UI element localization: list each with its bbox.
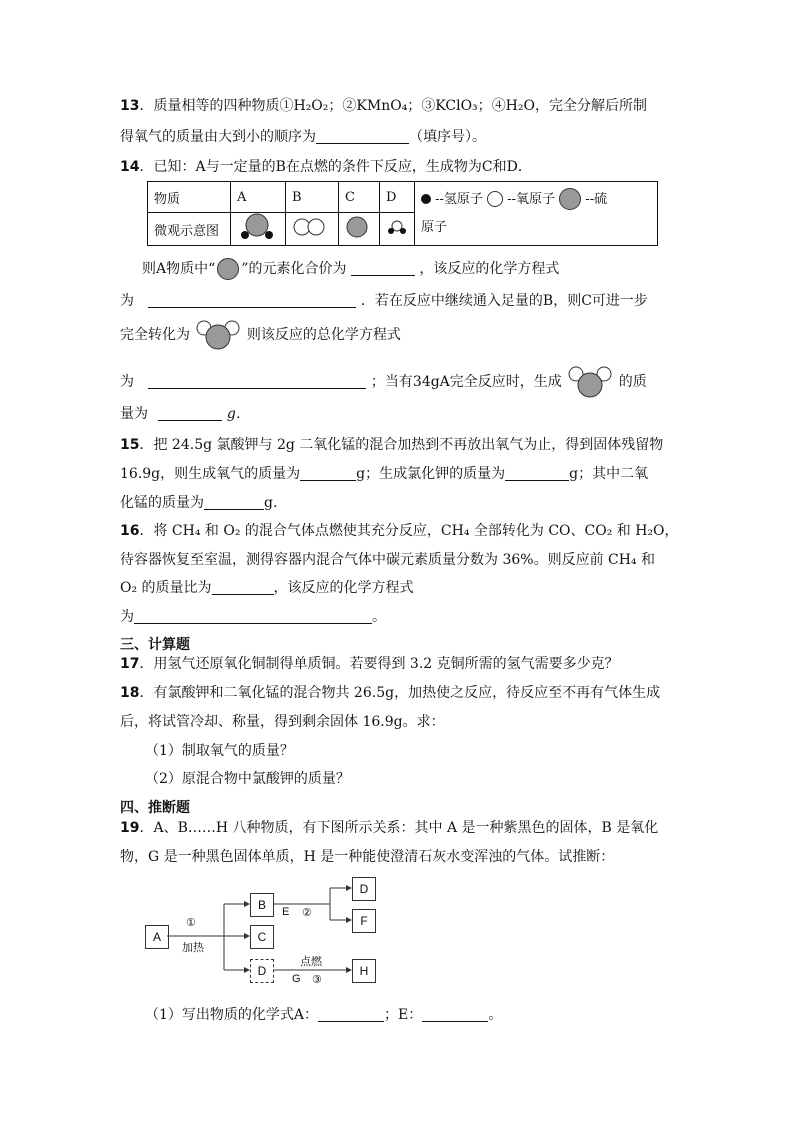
q16-line1 bbox=[120, 520, 679, 540]
node-d-top: D bbox=[352, 877, 376, 901]
q16-l4-a: 为 bbox=[120, 609, 134, 625]
node-a: A bbox=[145, 925, 169, 949]
section-3-heading: 三、计算题 bbox=[120, 637, 190, 653]
legend-oxygen: --氧原子 bbox=[507, 191, 556, 207]
q14-l5-a: 量为 bbox=[120, 406, 148, 422]
equation-blank-2[interactable] bbox=[148, 374, 366, 389]
q16-line3 bbox=[120, 577, 414, 597]
legend-sulfur: --硫 bbox=[585, 191, 608, 207]
q19-l1: ．A、B……H 八种物质，有下图所示关系：其中 A 是一种紫黑色的固体，B 是氧化 bbox=[139, 820, 659, 836]
reagent-g-label: G bbox=[292, 973, 301, 985]
heat-label: 加热 bbox=[182, 942, 204, 954]
q16-l3-b: ，该反应的化学方程式 bbox=[273, 580, 414, 596]
q15-line1 bbox=[120, 434, 663, 454]
step-1-label: ① bbox=[186, 917, 196, 929]
q16-line4 bbox=[120, 606, 386, 626]
q13-text-d: （填序号）。 bbox=[409, 129, 486, 145]
node-b: B bbox=[250, 893, 274, 917]
q16-l4-b: 。 bbox=[372, 609, 386, 625]
q14-line4 bbox=[120, 365, 647, 399]
q14-l4-a: 为 bbox=[120, 374, 134, 390]
q17-text: ．用氢气还原氧化铜制得单质铜。若要得到 3.2 克铜所需的氢气需要多少克？ bbox=[139, 656, 619, 672]
q16-l2: 待容器恢复至室温，测得容器内混合气体中碳元素质量分数为 36%。则反应前 CH₄ 和 bbox=[120, 552, 655, 568]
q15-l3-a: 化锰的质量为 bbox=[120, 495, 204, 511]
legend-sulfur-2: 原子 bbox=[421, 219, 448, 235]
q14-l1-a: 则A物质中“ bbox=[142, 261, 216, 277]
node-d: D bbox=[250, 959, 274, 983]
molecule-d-icon bbox=[380, 213, 415, 246]
reaction-flow-diagram bbox=[140, 876, 400, 986]
so2-molecule-icon bbox=[566, 365, 614, 399]
q15-l2-c: g；其中二氧 bbox=[569, 466, 649, 482]
ignite-label: 点燃 bbox=[300, 956, 322, 968]
q19-number: 19 bbox=[120, 820, 140, 836]
legend-hydrogen: --氢原子 bbox=[435, 191, 483, 207]
q13-answer-blank[interactable] bbox=[316, 129, 409, 144]
q15-line3 bbox=[120, 492, 277, 512]
oxygen-atom-icon bbox=[487, 191, 503, 207]
molecule-c-icon bbox=[339, 213, 380, 246]
q19-s1-b: ；E： bbox=[384, 1007, 423, 1023]
q13-item-4: ④H₂O， bbox=[491, 98, 549, 114]
mass-blank[interactable] bbox=[158, 406, 222, 421]
atom-legend bbox=[415, 182, 658, 246]
q16-l3-a: O₂ 的质量比为 bbox=[120, 580, 212, 596]
step-2-label: ② bbox=[302, 907, 312, 919]
formula-a-blank[interactable] bbox=[318, 1007, 384, 1022]
mass-ratio-blank[interactable] bbox=[212, 580, 274, 595]
q18-sub1: （1）制取氧气的质量？ bbox=[145, 743, 294, 759]
q14-line2 bbox=[120, 290, 648, 310]
node-h: H bbox=[352, 959, 376, 983]
equation-blank-1[interactable] bbox=[148, 293, 356, 308]
so2-molecule-icon bbox=[194, 319, 242, 351]
q18-line1 bbox=[120, 682, 660, 702]
q15-number: 15 bbox=[120, 437, 140, 453]
q18-number: 18 bbox=[120, 685, 140, 701]
table-header-d: D bbox=[380, 182, 415, 213]
hydrogen-atom-icon bbox=[421, 194, 431, 204]
q18-sub2: （2）原混合物中氯酸钾的质量？ bbox=[145, 771, 350, 787]
formula-e-blank[interactable] bbox=[422, 1007, 488, 1022]
molecule-a-icon bbox=[231, 213, 286, 246]
q19-s1-c: 。 bbox=[488, 1007, 503, 1023]
oxygen-mass-blank[interactable] bbox=[300, 466, 356, 481]
table-header-b: B bbox=[286, 182, 339, 213]
q13-item-2: ②KMnO₄； bbox=[342, 98, 422, 114]
q13-text-c: 得氧气的质量由大到小的顺序为 bbox=[120, 129, 316, 145]
q14-l2-b: ．若在反应中继续通入足量的B，则C可进一步 bbox=[360, 293, 648, 309]
sulfur-atom-icon bbox=[217, 258, 239, 280]
equation-blank-3[interactable] bbox=[134, 609, 372, 624]
q14-l1-c: ，该反应的化学方程式 bbox=[419, 261, 560, 277]
q13-text-b: 完全分解后所制 bbox=[549, 98, 647, 114]
q14-line1 bbox=[142, 258, 559, 280]
q14-l3-b: 则该反应的总化学方程式 bbox=[246, 327, 401, 343]
q18-l1: ．有氯酸钾和二氧化锰的混合物共 26.5g，加热使之反应，待反应至不再有气体生成 bbox=[139, 685, 661, 701]
q19-s1-a: （1）写出物质的化学式A： bbox=[145, 1007, 319, 1023]
q19-line1 bbox=[120, 817, 658, 837]
q14-number: 14 bbox=[120, 159, 140, 175]
node-f: F bbox=[352, 909, 376, 933]
q13-line2 bbox=[120, 126, 486, 146]
q16-l1: ．将 CH₄ 和 O₂ 的混合气体点燃使其充分反应，CH₄ 全部转化为 CO、CO₂ 和 H₂O， bbox=[139, 523, 679, 539]
q13-text: ．质量相等的四种物质 bbox=[139, 98, 280, 114]
reagent-e-label: E bbox=[282, 906, 290, 918]
q18-line2 bbox=[120, 711, 445, 731]
q13-number: 13 bbox=[120, 98, 140, 114]
q15-line2 bbox=[120, 463, 648, 483]
q14-intro-text: ．已知：A与一定量的B在点燃的条件下反应，生成物为C和D． bbox=[139, 159, 532, 175]
sulfur-atom-icon bbox=[559, 188, 581, 210]
q15-l3-b: g. bbox=[264, 495, 278, 511]
q13-item-3: ③KClO₃； bbox=[421, 98, 492, 114]
q15-l2-a: 16.9g，则生成氧气的质量为 bbox=[120, 466, 301, 482]
mno2-mass-blank[interactable] bbox=[204, 495, 264, 510]
q14-l1-b: ”的元素化合价为 bbox=[241, 261, 347, 277]
q14-l4-c: 的质 bbox=[618, 374, 647, 390]
table-header-substance: 物质 bbox=[148, 182, 231, 213]
q17-line bbox=[120, 653, 619, 673]
q14-line3 bbox=[120, 319, 401, 351]
table-header-a: A bbox=[231, 182, 286, 213]
q19-sub1 bbox=[145, 1004, 502, 1024]
table-header-c: C bbox=[339, 182, 380, 213]
q14-l2-a: 为 bbox=[120, 293, 134, 309]
q13-line1 bbox=[120, 95, 647, 115]
q14-l4-b: ；当有34gA完全反应时，生成 bbox=[370, 374, 562, 390]
step-3-label: ③ bbox=[312, 974, 322, 986]
q17-number: 17 bbox=[120, 656, 140, 672]
section-4-heading: 四、推断题 bbox=[120, 800, 190, 816]
q14-line5 bbox=[120, 403, 250, 423]
q14-intro bbox=[120, 156, 532, 176]
q16-number: 16 bbox=[120, 523, 140, 539]
node-c: C bbox=[250, 925, 274, 949]
q18-l2: 后，将试管冷却、称量，得到剩余固体 16.9g。求： bbox=[120, 714, 445, 730]
q19-l2: 物，G 是一种黑色固体单质，H 是一种能使澄清石灰水变浑浊的气体。试推断： bbox=[120, 849, 615, 865]
q15-l1: ．把 24.5g 氯酸钾与 2g 二氧化锰的混合加热到不再放出氧气为止，得到固体残留物 bbox=[139, 437, 664, 453]
q19-line2 bbox=[120, 846, 614, 866]
q13-item-1: ①H₂O₂； bbox=[279, 98, 343, 114]
q14-l3-a: 完全转化为 bbox=[120, 327, 190, 343]
molecule-table bbox=[147, 181, 658, 246]
q16-line2 bbox=[120, 549, 655, 569]
kcl-mass-blank[interactable] bbox=[505, 466, 569, 481]
table-row-label: 微观示意图 bbox=[148, 213, 231, 246]
q14-l5-b: g． bbox=[226, 406, 250, 422]
q15-l2-b: g；生成氯化钾的质量为 bbox=[356, 466, 506, 482]
molecule-b-icon bbox=[286, 213, 339, 246]
valence-blank[interactable] bbox=[351, 261, 415, 276]
